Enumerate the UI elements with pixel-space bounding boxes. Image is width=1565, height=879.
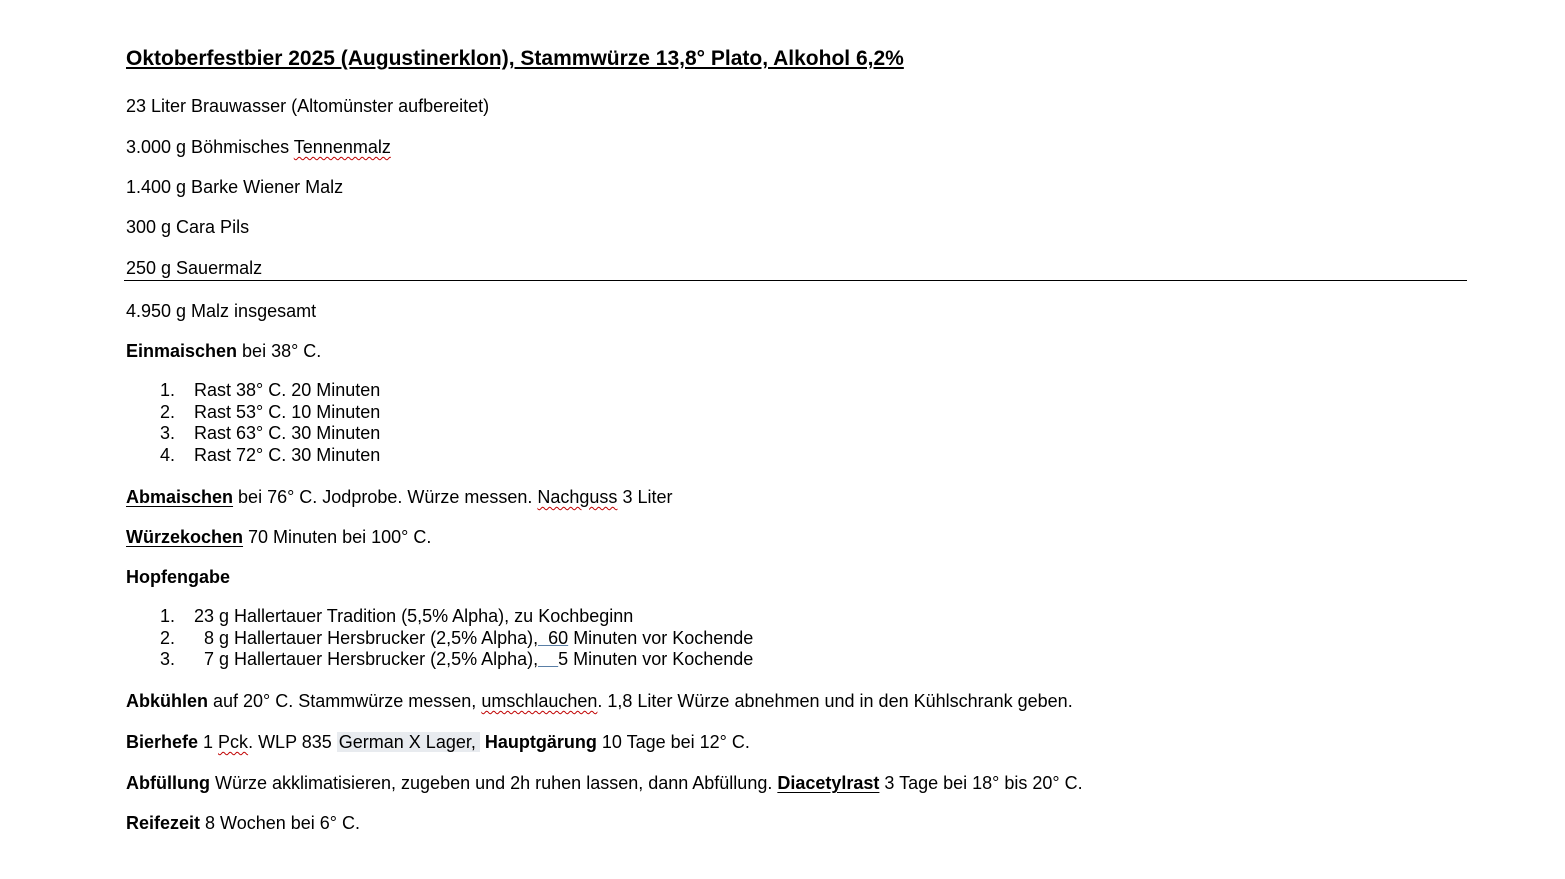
boil-label: Würzekochen bbox=[126, 527, 244, 547]
mash-text: bei 38° C. bbox=[237, 341, 322, 361]
document-title: Oktoberfestbier 2025 (Augustinerklon), Stammwürze 13,8° Plato, Alkohol 6,2% bbox=[126, 47, 904, 70]
hops-heading: Hopfengabe bbox=[126, 567, 231, 587]
diacetyl-rest-label: Diacetylrast bbox=[777, 773, 880, 793]
malt-total: 4.950 g Malz insgesamt bbox=[126, 301, 317, 321]
highlighted-yeast-name: German X Lager, bbox=[337, 732, 480, 752]
cool-line: Abkühlen auf 20° C. Stammwürze messen, umschlauchen. 1,8 Liter Würze abnehmen und in den Kühlschrank geben. bbox=[126, 691, 1073, 711]
malt-line-3: 300 g Cara Pils bbox=[126, 217, 250, 237]
water-line: 23 Liter Brauwasser (Altomünster aufbereitet) bbox=[126, 96, 490, 116]
horizontal-rule bbox=[124, 280, 1467, 281]
malt-1-amount: 3.000 g Böhmisches bbox=[126, 137, 294, 157]
malt-line-4: 250 g Sauermalz bbox=[126, 258, 263, 278]
bottling-label: Abfüllung bbox=[126, 773, 210, 793]
maturation-line: Reifezeit 8 Wochen bei 6° C. bbox=[126, 813, 360, 833]
nachguss-word: Nachguss bbox=[537, 487, 618, 507]
malt-line-2: 1.400 g Barke Wiener Malz bbox=[126, 177, 344, 197]
lauter-label: Abmaischen bbox=[126, 487, 234, 507]
maturation-label: Reifezeit bbox=[126, 813, 201, 833]
cool-label: Abkühlen bbox=[126, 691, 209, 711]
umschlauchen-word: umschlauchen bbox=[481, 691, 598, 711]
yeast-line: Bierhefe 1 Pck. WLP 835 German X Lager, Hauptgärung 10 Tage bei 12° C. bbox=[126, 732, 750, 752]
mash-line bbox=[126, 340, 321, 362]
malt-1-name: Tennenmalz bbox=[293, 137, 391, 157]
pck-word: Pck bbox=[218, 732, 249, 752]
lauter-line: Abmaischen bei 76° C. Jodprobe. Würze messen. Nachguss 3 Liter bbox=[126, 487, 673, 507]
mash-label: Einmaischen bbox=[126, 341, 238, 361]
bottling-line: Abfüllung Würze akklimatisieren, zugeben und 2h ruhen lassen, dann Abfüllung. Diacetylrast 3 Tage bei 18° bis 20° C. bbox=[126, 773, 1083, 793]
boil-line: Würzekochen 70 Minuten bei 100° C. bbox=[126, 527, 432, 547]
yeast-label: Bierhefe bbox=[126, 732, 199, 752]
malt-line-1 bbox=[126, 136, 391, 158]
main-fermentation-label: Hauptgärung bbox=[484, 732, 597, 752]
